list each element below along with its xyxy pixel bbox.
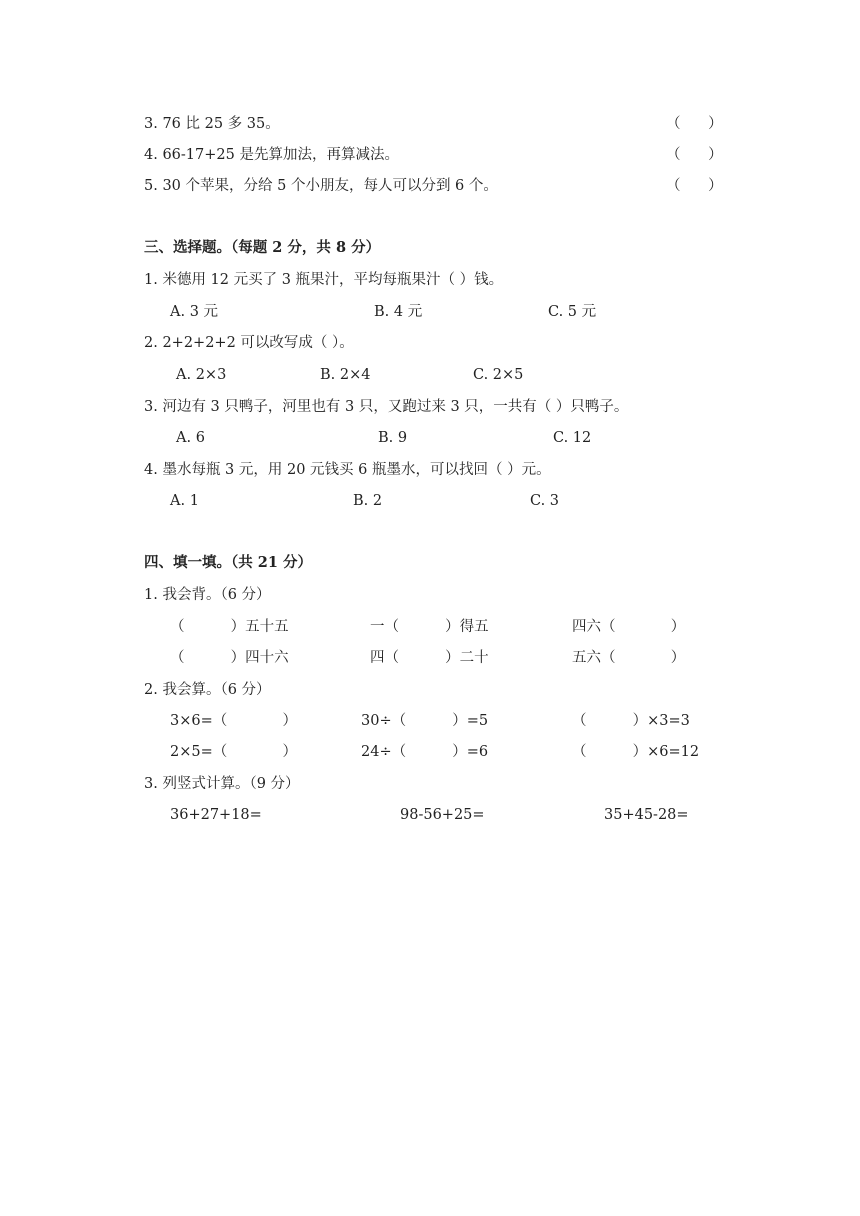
subquestion-heading: 3. 列竖式计算。（9 分） [144, 776, 300, 792]
option-c[interactable]: C. 2×5 [473, 367, 524, 383]
calc-blank[interactable]: （ ）×3=3 [572, 713, 690, 729]
recite-blank[interactable]: 四六（ ） [572, 619, 686, 635]
subquestion-heading: 2. 我会算。（6 分） [144, 682, 271, 698]
judgement-item-5: 5. 30 个苹果，分给 5 个小朋友，每人可以分到 6 个。 [144, 178, 498, 194]
option-a[interactable]: A. 6 [176, 430, 205, 446]
option-a[interactable]: A. 1 [170, 493, 199, 509]
judgement-item-4: 4. 66-17+25 是先算加法，再算减法。 [144, 147, 399, 163]
answer-blank[interactable]: （ ） [666, 147, 723, 163]
recite-blank[interactable]: 五六（ ） [572, 650, 686, 666]
calc-blank[interactable]: （ ）×6=12 [572, 744, 700, 760]
subquestion-heading: 1. 我会背。（6 分） [144, 587, 271, 603]
recite-blank[interactable]: 四（ ）二十 [370, 650, 489, 666]
calc-blank[interactable]: 30÷（ ）=5 [361, 713, 489, 729]
question-stem: 4. 墨水每瓶 3 元，用 20 元钱买 6 瓶墨水，可以找回（ ）元。 [144, 462, 551, 478]
vertical-calc-item[interactable]: 98-56+25= [400, 807, 485, 823]
option-a[interactable]: A. 2×3 [176, 367, 227, 383]
option-b[interactable]: B. 9 [378, 430, 408, 446]
judgement-item-3: 3. 76 比 25 多 35。 [144, 116, 280, 132]
option-c[interactable]: C. 5 元 [548, 304, 597, 320]
answer-blank[interactable]: （ ） [666, 116, 723, 132]
option-c[interactable]: C. 3 [530, 493, 560, 509]
vertical-calc-item[interactable]: 35+45-28= [604, 807, 689, 823]
answer-blank[interactable]: （ ） [666, 178, 723, 194]
vertical-calc-item[interactable]: 36+27+18= [170, 807, 262, 823]
calc-blank[interactable]: 3×6=（ ） [170, 713, 298, 729]
section-title: 四、填一填。（共 21 分） [144, 554, 313, 571]
recite-blank[interactable]: （ ）五十五 [170, 619, 289, 635]
calc-blank[interactable]: 24÷（ ）=6 [361, 744, 489, 760]
option-b[interactable]: B. 4 元 [374, 304, 423, 320]
section-title: 三、选择题。（每题 2 分，共 8 分） [144, 239, 381, 256]
question-stem: 2. 2+2+2+2 可以改写成（ ）。 [144, 335, 354, 351]
recite-blank[interactable]: 一（ ）得五 [370, 619, 489, 635]
question-stem: 3. 河边有 3 只鸭子，河里也有 3 只，又跑过来 3 只，一共有（ ）只鸭子。 [144, 399, 629, 415]
question-stem: 1. 米德用 12 元买了 3 瓶果汁，平均每瓶果汁（ ）钱。 [144, 272, 504, 288]
option-a[interactable]: A. 3 元 [170, 304, 219, 320]
option-b[interactable]: B. 2×4 [320, 367, 371, 383]
option-c[interactable]: C. 12 [553, 430, 592, 446]
calc-blank[interactable]: 2×5=（ ） [170, 744, 298, 760]
option-b[interactable]: B. 2 [353, 493, 383, 509]
recite-blank[interactable]: （ ）四十六 [170, 650, 289, 666]
